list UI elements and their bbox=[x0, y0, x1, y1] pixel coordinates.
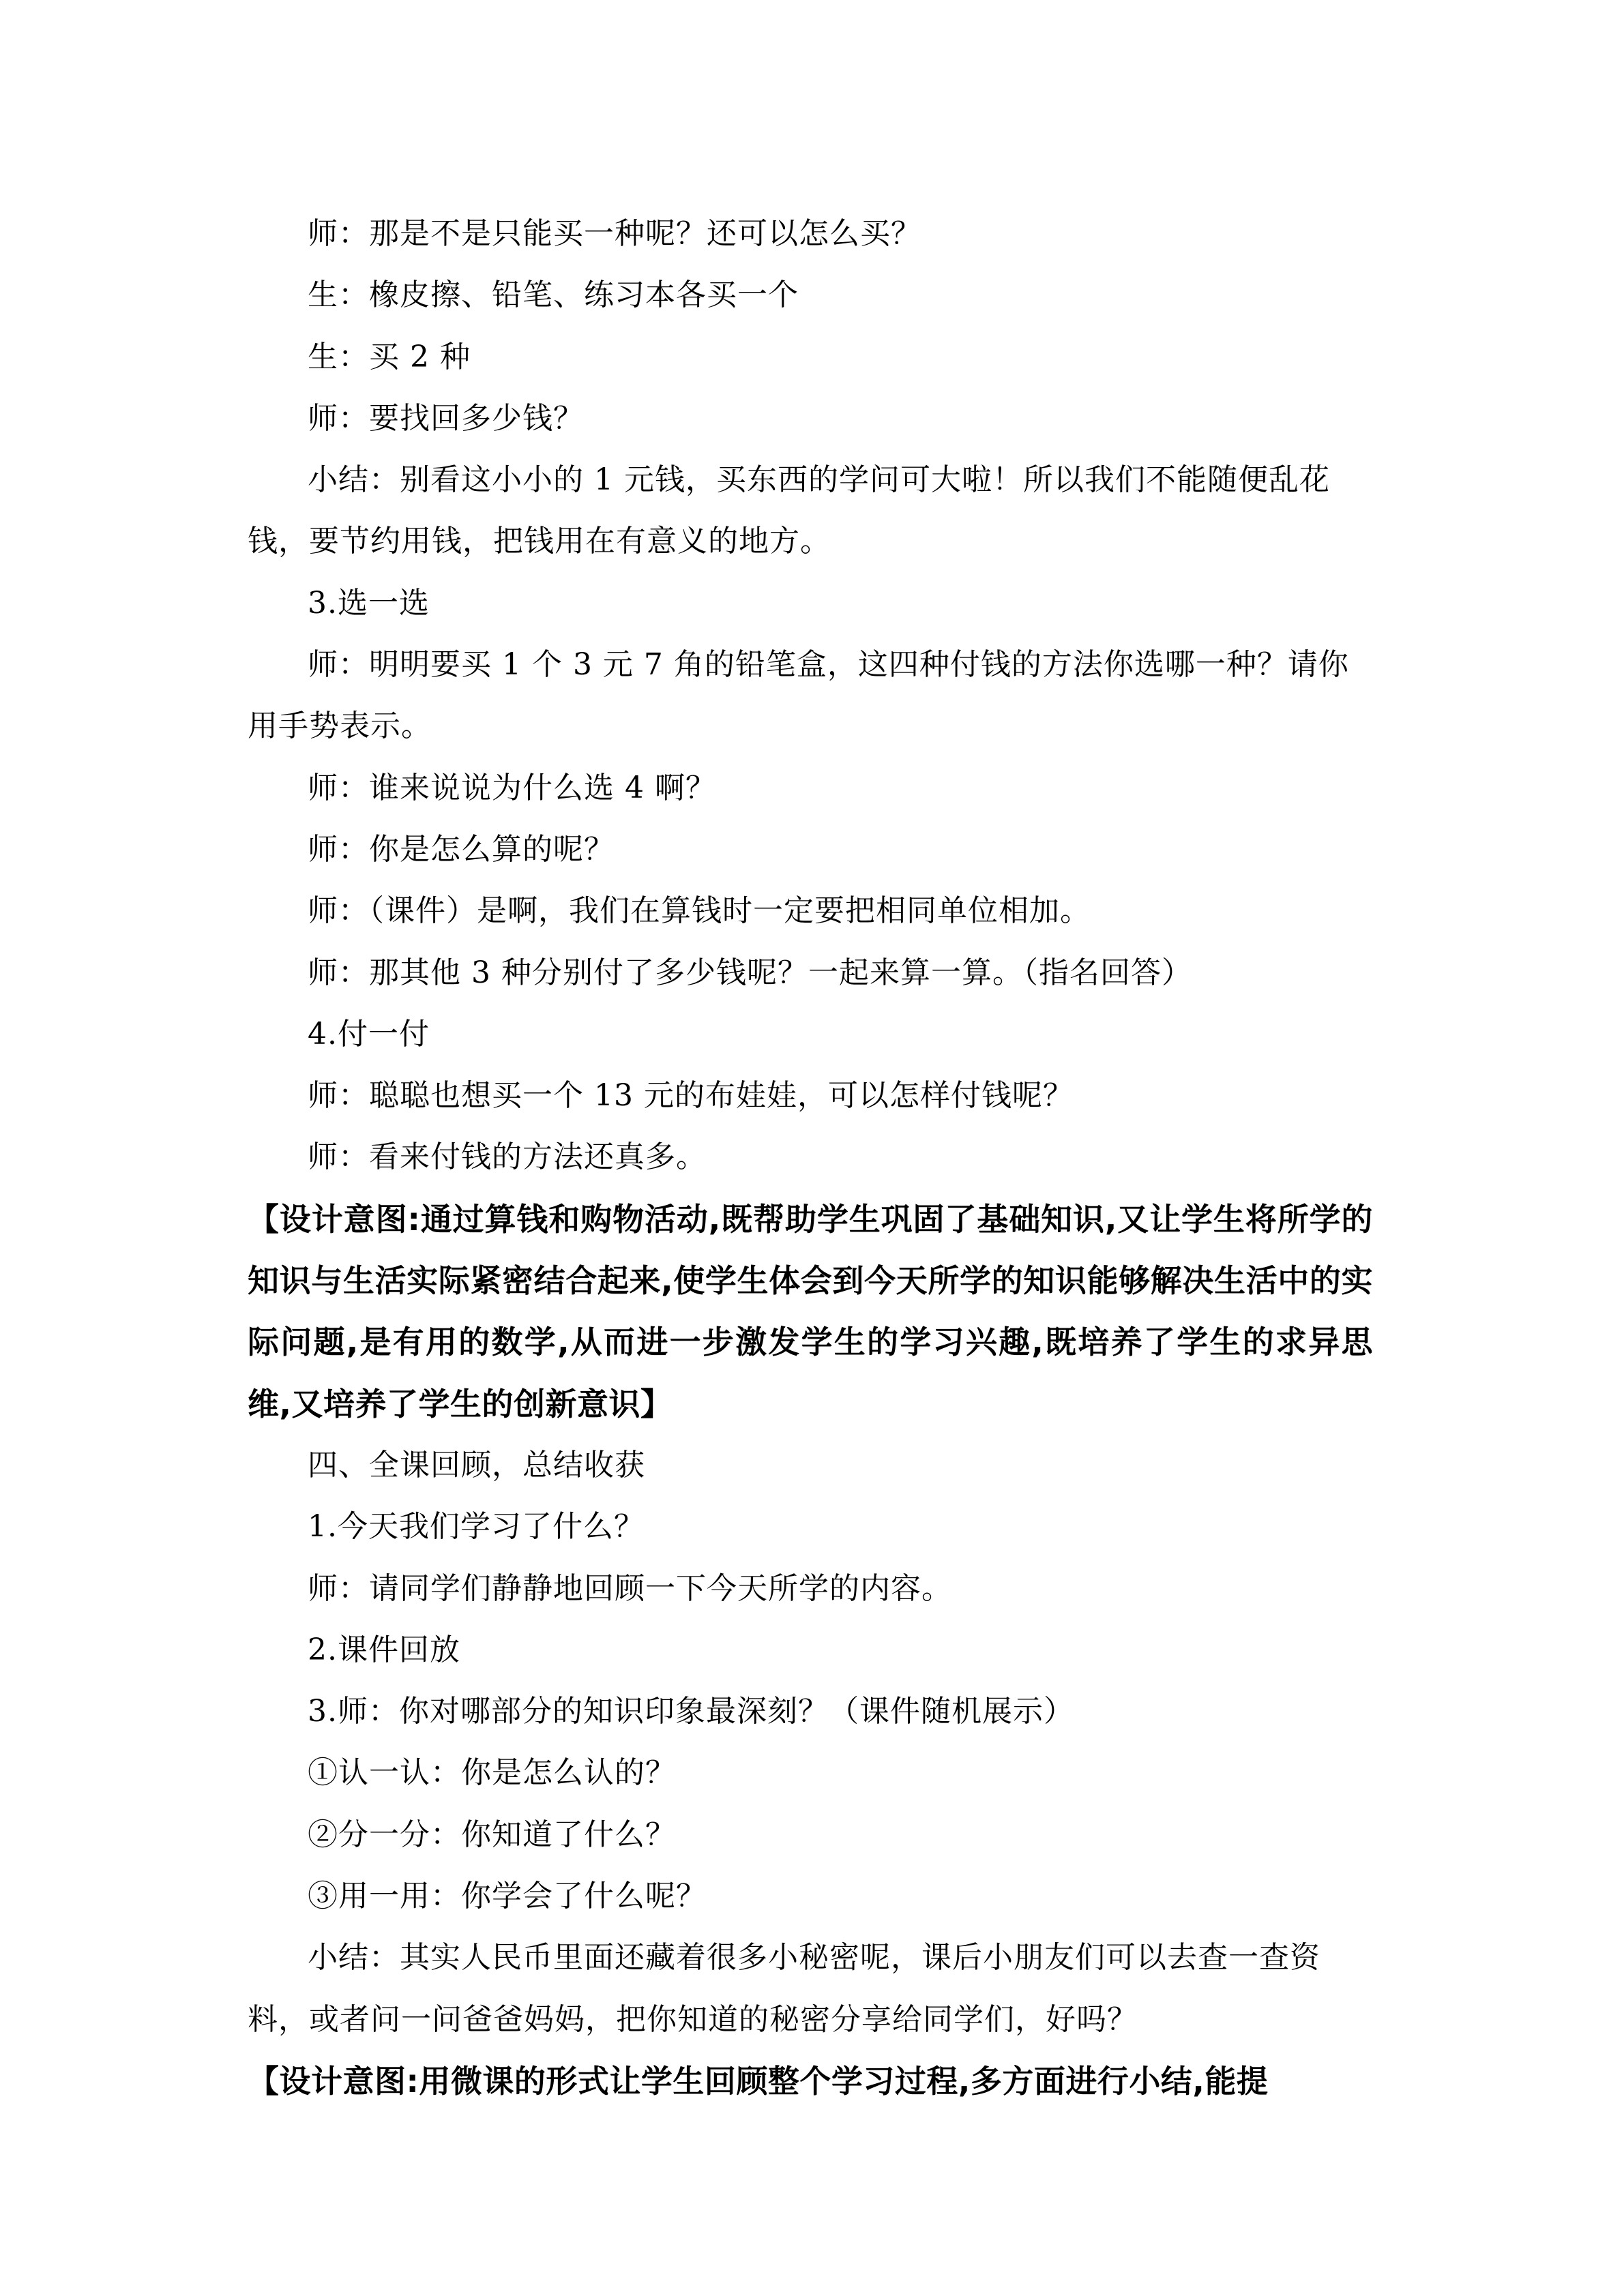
text-paragraph: 生：买 2 种 bbox=[308, 339, 471, 374]
text-paragraph: 4.付一付 bbox=[308, 1016, 430, 1052]
text-paragraph: 师：看来付钱的方法还真多。 bbox=[308, 1139, 707, 1175]
text-paragraph: 生：橡皮擦、铅笔、练习本各买一个 bbox=[308, 278, 799, 313]
text-paragraph: 小结：其实人民币里面还藏着很多小秘密呢，课后小朋友们可以去查一查资料，或者问一问爸爸妈妈，把你知道的秘密分享给同学们，好吗？ bbox=[248, 1940, 1320, 2037]
design-intent-paragraph: 【设计意图:通过算钱和购物活动,既帮助学生巩固了基础知识,又让学生将所学的知识与生活实际紧密结合起来,使学生体会到今天所学的知识能够解决生活中的实际问题,是有用的数学,从而进一步激发学生的学习兴趣,既培养了学生的求异思维,又培养了学生的创新意识】 bbox=[248, 1200, 1373, 1422]
text-paragraph: 小结：别看这小小的 1 元钱，买东西的学问可大啦！所以我们不能随便乱花钱，要节约用钱，把钱用在有意义的地方。 bbox=[248, 462, 1330, 559]
text-paragraph: 师：谁来说说为什么选 4 啊？ bbox=[308, 770, 716, 805]
text-paragraph: 1.今天我们学习了什么？ bbox=[308, 1509, 645, 1545]
text-paragraph: 师：要找回多少钱？ bbox=[308, 400, 584, 436]
text-paragraph: 师：明明要买 1 个 3 元 7 角的铅笔盒，这四种付钱的方法你选哪一种？请你用手势表示。 bbox=[248, 647, 1349, 744]
document-body bbox=[248, 203, 1373, 2112]
text-paragraph: 师：请同学们静静地回顾一下今天所学的内容。 bbox=[308, 1570, 952, 1606]
text-paragraph: 师：那其他 3 种分别付了多少钱呢？一起来算一算。（指名回答） bbox=[308, 955, 1192, 990]
text-paragraph: 师：那是不是只能买一种呢？还可以怎么买？ bbox=[308, 216, 921, 251]
text-paragraph: 2.课件回放 bbox=[308, 1632, 460, 1667]
text-paragraph: ①认一认：你是怎么认的？ bbox=[308, 1755, 676, 1791]
text-paragraph: ③用一用：你学会了什么呢？ bbox=[308, 1879, 707, 1914]
text-paragraph: 师：你是怎么算的呢？ bbox=[308, 831, 615, 867]
text-paragraph: ②分一分：你知道了什么？ bbox=[308, 1817, 676, 1852]
text-paragraph: 3.师：你对哪部分的知识印象最深刻？（课件随机展示） bbox=[308, 1694, 1074, 1729]
text-paragraph: 师：（课件）是啊，我们在算钱时一定要把相同单位相加。 bbox=[308, 893, 1091, 929]
text-paragraph: 四、全课回顾，总结收获 bbox=[308, 1447, 645, 1482]
design-intent-paragraph: 【设计意图:用微课的形式让学生回顾整个学习过程,多方面进行小结,能提 bbox=[248, 2062, 1269, 2100]
text-paragraph: 师：聪聪也想买一个 13 元的布娃娃，可以怎样付钱呢？ bbox=[308, 1078, 1074, 1114]
text-paragraph: 3.选一选 bbox=[308, 585, 430, 621]
